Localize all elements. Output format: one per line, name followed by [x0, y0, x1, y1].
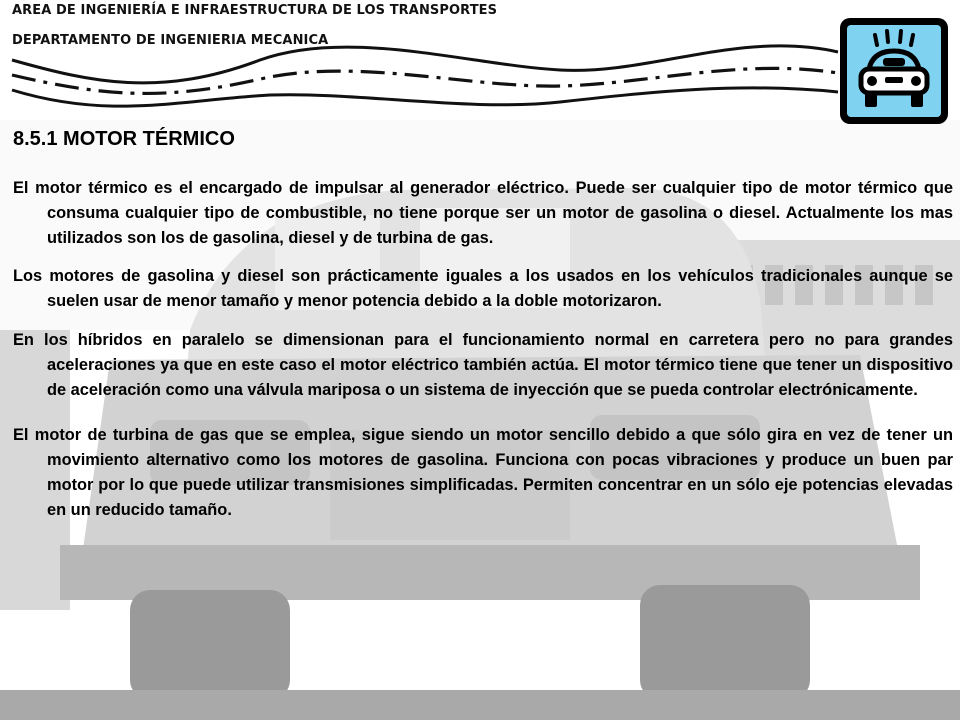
paragraph-hibridos-paralelo: En los híbridos en paralelo se dimensionan para el funcionamiento normal en carretera pero no para grandes aceleraciones ya que en este caso el motor eléctrico también actúa. El motor térmico tiene que tener un dispositivo de aceleración como una válvula mariposa o un sistema de inyección que se pueda controlar electrónicamente.: [13, 331, 953, 399]
car-front-icon: [847, 25, 941, 117]
road-banner-graphic: [0, 0, 840, 120]
paragraph-turbina-gas: El motor de turbina de gas que se emplea, sigue siendo un motor sencillo debido a que sólo gira en vez de tener un movimiento alternativo como los motores de gasolina. Funciona con pocas vibraciones y produce un buen par motor por lo que puede utilizar transmisiones simplificadas. Permiten concentrar en un sólo eje potencias elevadas en un reducido tamaño.: [13, 426, 953, 519]
paragraph-motor-termico: El motor térmico es el encargado de impulsar al generador eléctrico. Puede ser cualquier tipo de motor térmico que consuma cualquier tipo de combustible, no tiene porque ser un motor de gasolina o diesel. Actualmente los mas utilizados son los de gasolina, diesel y de turbina de gas.: [13, 179, 953, 247]
section-title: 8.5.1 MOTOR TÉRMICO: [13, 128, 235, 150]
paragraph-gasolina-diesel: Los motores de gasolina y diesel son prácticamente iguales a los usados en los vehículos tradicionales aunque se suelen usar de menor tamaño y menor potencia debido a la doble motorizaron.: [13, 267, 953, 310]
header-area-title: AREA DE INGENIERÍA E INFRAESTRUCTURA DE LOS TRANSPORTES: [12, 3, 498, 18]
header-department-title: DEPARTAMENTO DE INGENIERIA MECANICA: [12, 33, 329, 48]
logo-badge: [840, 18, 948, 124]
body-text: [13, 176, 953, 523]
